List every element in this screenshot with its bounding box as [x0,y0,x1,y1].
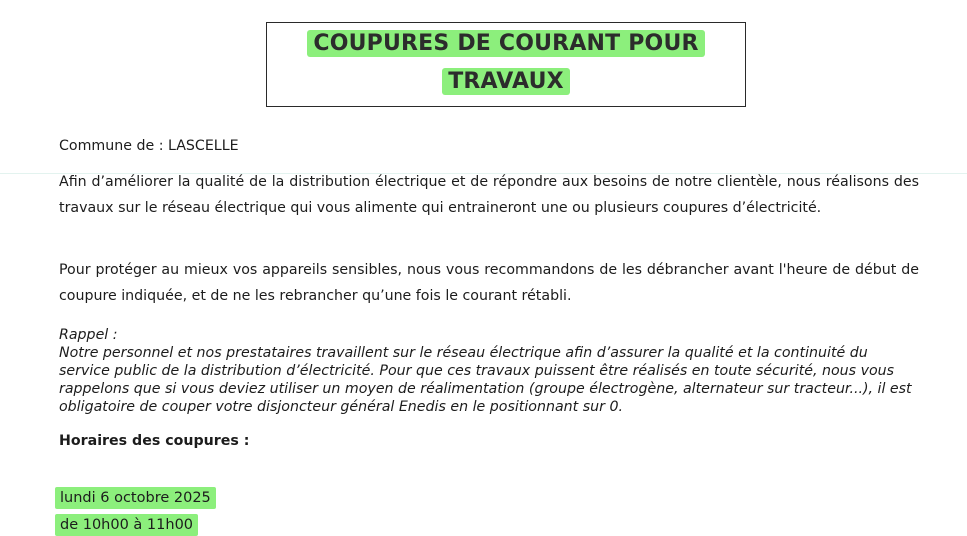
title-line-2 [267,69,745,94]
horaires-heading: Horaires des coupures : [59,433,250,449]
coupure-time: de 10h00 à 11h00 [55,514,198,536]
commune-line: Commune de : LASCELLE [59,138,239,154]
title-line-2-text: TRAVAUX [442,68,570,95]
title-line-1 [267,31,745,56]
rappel-heading: Rappel : [59,327,118,343]
intro-paragraph: Afin d’améliorer la qualité de la distribution électrique et de répondre aux besoins de notre clientèle, nous réalisons des travaux sur le réseau électrique qui vous alimente qui entraineront une ou plusieurs coupures d’électricité. [59,174,919,216]
rappel-section [59,326,919,416]
coupure-date: lundi 6 octobre 2025 [55,487,216,509]
title-box [266,22,746,107]
title-line-1-text: COUPURES DE COURANT POUR [307,30,704,57]
protect-paragraph: Pour protéger au mieux vos appareils sensibles, nous vous recommandons de les débrancher avant l'heure de début de coupure indiquée, et de ne les rebrancher qu’une fois le courant rétabli. [59,262,919,304]
rappel-body: Notre personnel et nos prestataires travaillent sur le réseau électrique afin d’assurer la qualité et la continuité du service public de la distribution d’électricité. Pour que ces travaux puissent être réalisés en toute sécurité, nous vous rappelons que si vous deviez utiliser un moyen de réalimentation (groupe électrogène, alternateur sur tracteur...), il est obligatoire de couper votre disjoncteur général Enedis en le positionnant sur 0. [59,345,912,415]
